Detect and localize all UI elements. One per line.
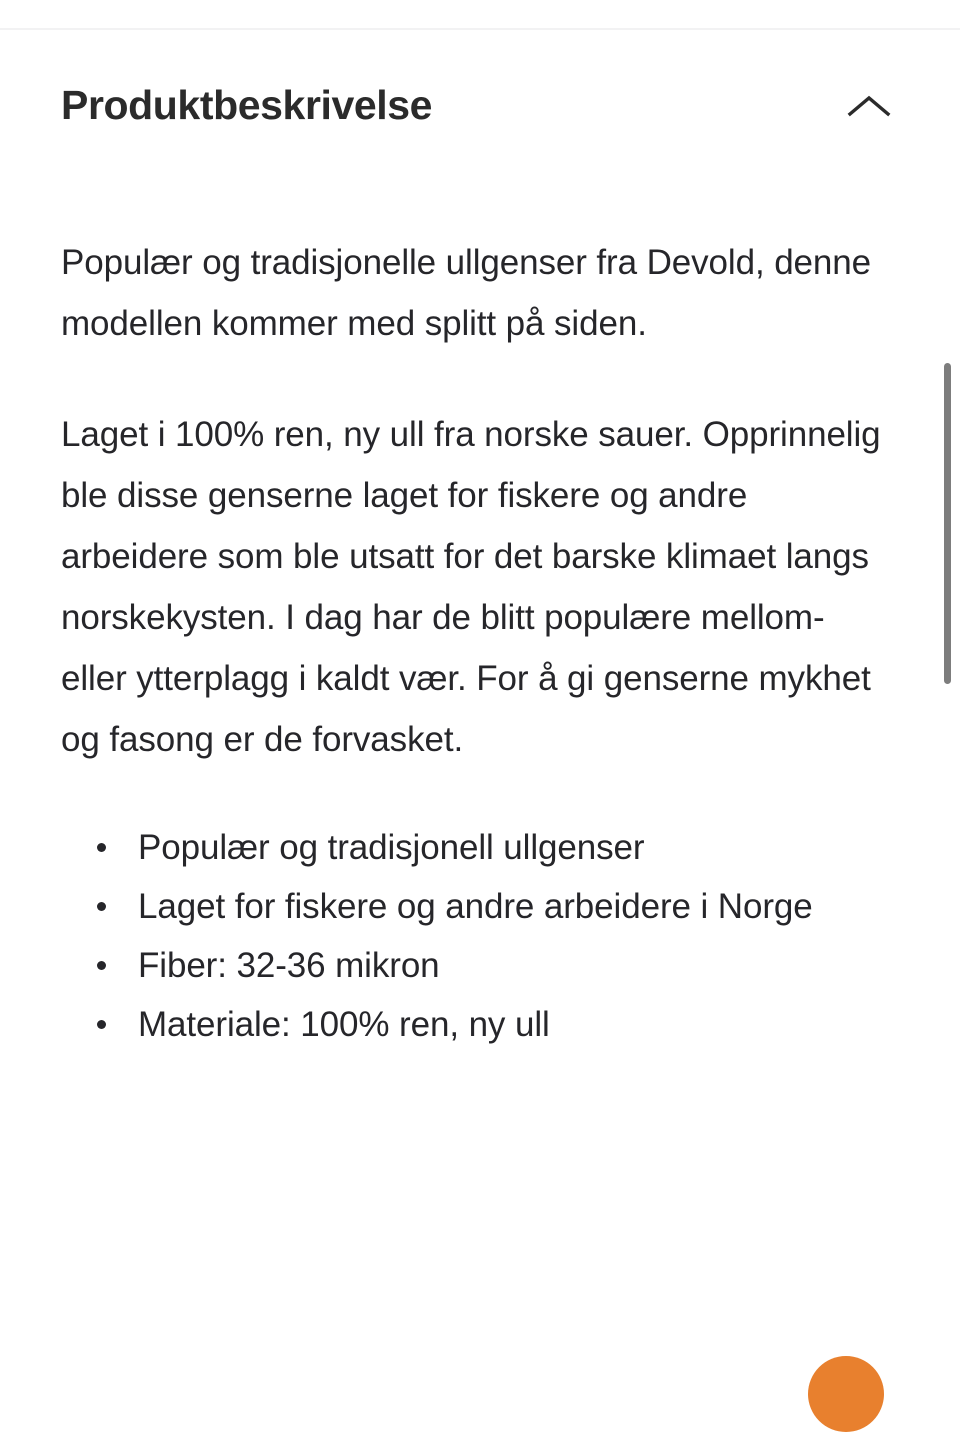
- description-bullet-list: [61, 818, 897, 1054]
- description-paragraph-2: Laget i 100% ren, ny ull fra norske sauer. Opprinnelig ble disse genserne laget for fiskere og andre arbeidere som ble utsatt for det barske klimaet langs norskekysten. I dag har de blitt populære mellom- eller ytterplagg i kaldt vær. For å gi genserne mykhet og fasong er de forvasket.: [61, 415, 881, 759]
- list-item-label: Materiale: 100% ren, ny ull: [138, 1005, 550, 1044]
- list-item-label: Populær og tradisjonell ullgenser: [138, 828, 645, 867]
- description-paragraph-1: Populær og tradisjonelle ullgenser fra Devold, denne modellen kommer med splitt på siden.: [61, 243, 872, 343]
- list-item: [61, 877, 897, 936]
- chevron-up-icon[interactable]: [842, 79, 896, 133]
- list-item: [61, 936, 897, 995]
- list-item: [61, 818, 897, 877]
- page-scrollbar-thumb[interactable]: [944, 363, 951, 684]
- bullet-dot-icon: [97, 961, 106, 970]
- top-divider: [0, 28, 960, 30]
- page-scrollbar-track[interactable]: [948, 0, 956, 1371]
- bullet-dot-icon: [97, 1020, 106, 1029]
- accordion-header-produktbeskrivelse[interactable]: [0, 60, 960, 152]
- page-title: Produktbeskrivelse: [61, 82, 433, 129]
- list-item: [61, 995, 897, 1054]
- bullet-dot-icon: [97, 902, 106, 911]
- description-content: [61, 232, 897, 1054]
- list-item-label: Laget for fiskere og andre arbeidere i Norge: [138, 887, 813, 926]
- list-item-label: Fiber: 32-36 mikron: [138, 946, 440, 985]
- chat-bubble-button[interactable]: [808, 1356, 884, 1432]
- bullet-dot-icon: [97, 843, 106, 852]
